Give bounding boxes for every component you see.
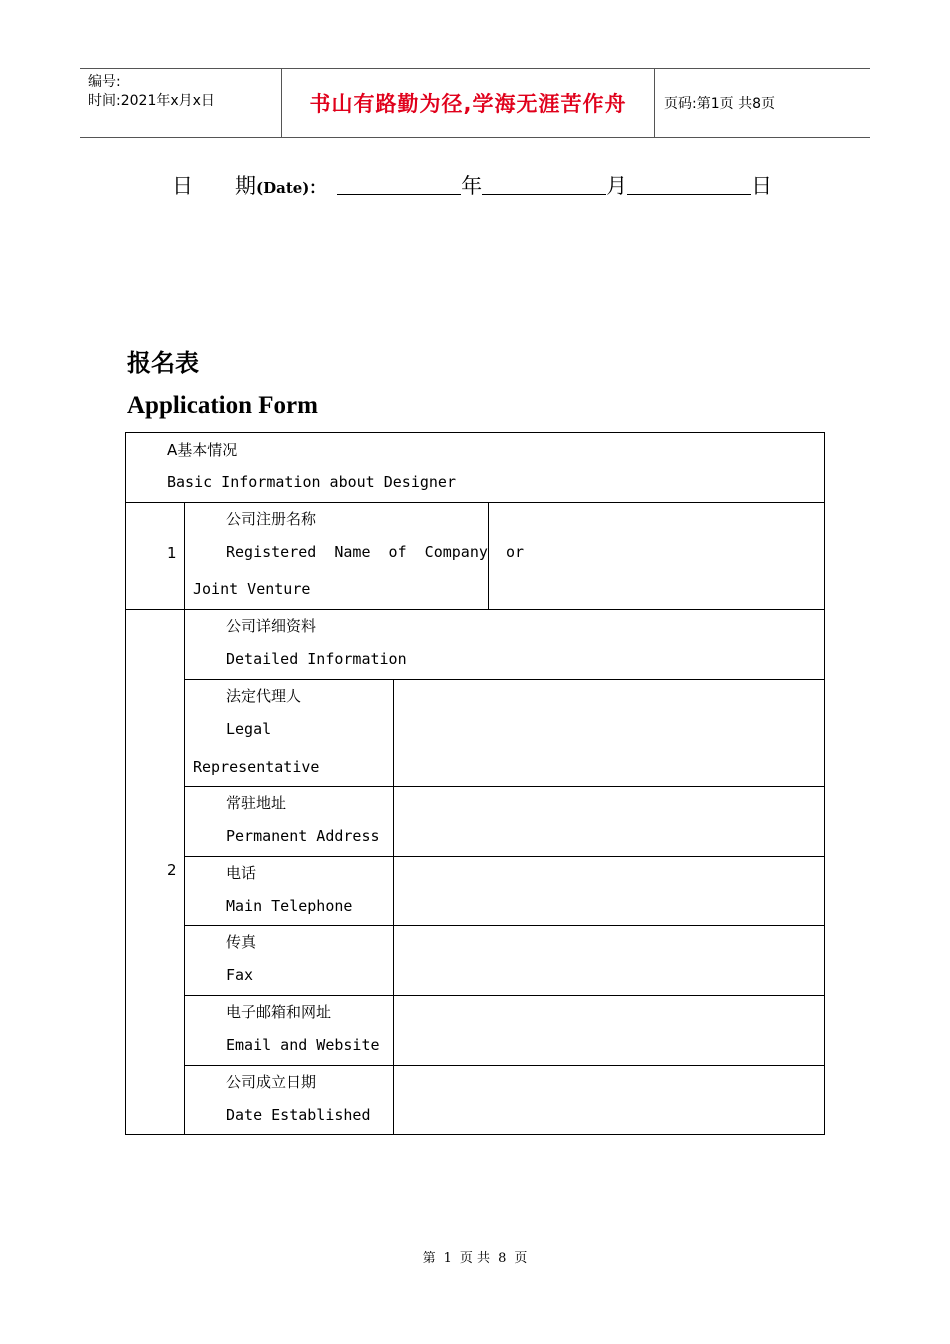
- page-footer: [0, 1247, 950, 1266]
- email-website-input[interactable]: [395, 997, 823, 1064]
- header-divider: [654, 69, 655, 137]
- table-rule: [393, 679, 394, 1134]
- header-time-label: 时间:2021年x月x日: [88, 93, 215, 109]
- section-a-title-cn: A基本情况: [167, 441, 238, 459]
- table-rule: [184, 679, 824, 680]
- year-blank[interactable]: [337, 172, 461, 195]
- footer-total-pages: 8: [498, 1251, 507, 1266]
- email-label-cn: 电子邮箱和网址: [226, 1003, 332, 1021]
- table-rule: [184, 925, 824, 926]
- row2-header-cn: 公司详细资料: [226, 617, 317, 635]
- date-established-input[interactable]: [395, 1067, 823, 1133]
- address-label-en: Permanent Address: [226, 827, 380, 845]
- footer-mid: 页 共: [459, 1251, 491, 1266]
- row1-label-cn: 公司注册名称: [226, 510, 317, 528]
- row1-number: 1: [167, 544, 177, 562]
- month-blank[interactable]: [482, 172, 606, 195]
- legal-rep-label-en-cont: Representative: [193, 758, 320, 776]
- established-label-en: Date Established: [226, 1106, 371, 1124]
- row1-label-en: Registered Name of Company or: [226, 543, 525, 561]
- date-colon: :: [309, 174, 317, 198]
- row2-number: 2: [167, 861, 177, 879]
- header-motto: 书山有路勤为径,学海无涯苦作舟: [309, 92, 627, 116]
- date-label-en: (Date): [256, 179, 310, 197]
- day-label: 日: [751, 174, 773, 198]
- telephone-label-cn: 电话: [226, 864, 257, 882]
- table-rule: [184, 502, 185, 1134]
- day-blank[interactable]: [627, 172, 751, 195]
- table-rule: [126, 502, 824, 503]
- table-rule: [184, 856, 824, 857]
- footer-prefix: 第: [422, 1251, 436, 1266]
- fax-label-cn: 传真: [226, 933, 257, 951]
- header-number-label: 编号:: [88, 74, 121, 90]
- table-rule: [126, 609, 824, 610]
- form-title-cn: 报名表: [127, 349, 199, 377]
- header-page-info: 页码:第1页 共8页: [664, 96, 775, 112]
- table-rule: [184, 995, 824, 996]
- email-label-en: Email and Website: [226, 1036, 380, 1054]
- legal-rep-label-en: Legal: [226, 720, 272, 738]
- address-input[interactable]: [395, 788, 823, 855]
- telephone-label-en: Main Telephone: [226, 897, 353, 915]
- table-rule: [184, 786, 824, 787]
- section-a-title-en: Basic Information about Designer: [167, 473, 456, 491]
- date-label-cn: 日 期: [172, 174, 256, 198]
- fax-input[interactable]: [395, 927, 823, 994]
- row1-label-en-cont: Joint Venture: [193, 580, 311, 598]
- footer-suffix: 页: [514, 1251, 528, 1266]
- telephone-input[interactable]: [395, 858, 823, 924]
- header-meta: [88, 73, 215, 111]
- form-title-en: Application Form: [127, 392, 318, 419]
- legal-rep-label-cn: 法定代理人: [226, 687, 302, 705]
- month-label: 月: [606, 174, 628, 198]
- fax-label-en: Fax: [226, 966, 254, 984]
- address-label-cn: 常驻地址: [226, 794, 287, 812]
- company-name-input[interactable]: [490, 504, 822, 608]
- date-line: [172, 170, 772, 200]
- table-rule: [184, 1065, 824, 1066]
- application-form-table: [125, 432, 825, 1135]
- page-header: [80, 68, 870, 138]
- row2-header-en: Detailed Information: [226, 650, 407, 668]
- footer-page-number: 1: [443, 1251, 452, 1266]
- established-label-cn: 公司成立日期: [226, 1073, 317, 1091]
- year-label: 年: [461, 174, 483, 198]
- legal-rep-input[interactable]: [395, 681, 823, 785]
